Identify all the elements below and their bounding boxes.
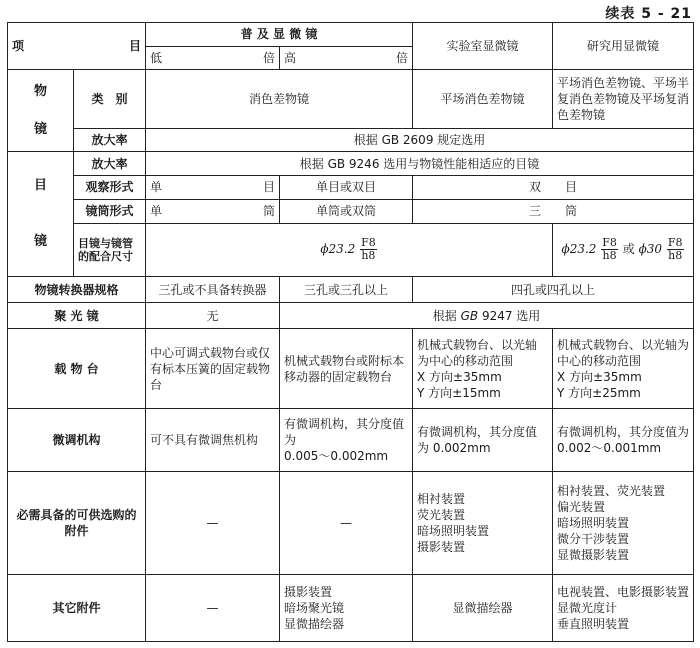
stage-low: 中心可调式载物台或仅有标本压簧的固定载物台 [146, 329, 280, 409]
condenser-low: 无 [146, 303, 280, 329]
objective-type-lab: 平场消色差物镜 [413, 70, 553, 128]
turret-low: 三孔或不具备转换器 [146, 277, 280, 303]
fit-common-fraction [360, 237, 377, 262]
objective-type-research: 平场消色差物镜、平场半复消色差物镜及平场复消色差物镜 [553, 70, 694, 128]
fit-common-num: F8 [361, 236, 376, 250]
required-low: — [146, 471, 280, 575]
fine-label: 微调机构 [8, 408, 146, 471]
condenser-rest-std: GB [460, 308, 479, 323]
required-row [8, 471, 694, 575]
condenser-rest [280, 303, 694, 329]
header-row-1 [8, 23, 694, 47]
objective-group-bottom: 镜 [33, 121, 47, 137]
header-high: 高 倍 [280, 46, 413, 70]
other-research: 电视装置、电影摄影装置 显微光度计 垂直照明装置 [553, 575, 694, 642]
objective-type-label: 类 别 [74, 70, 146, 128]
required-high: — [280, 471, 413, 575]
eyepiece-fit-common [146, 223, 553, 277]
condenser-row [8, 303, 694, 329]
eyepiece-obs-label: 观察形式 [74, 176, 146, 200]
required-label: 必需具备的可供选购的附件 [8, 471, 146, 575]
objective-type-row [8, 70, 694, 128]
header-common: 普 及 显 微 镜 [146, 23, 413, 47]
stage-label: 载 物 台 [8, 329, 146, 409]
microscope-spec-table [7, 22, 694, 642]
fit-common-diameter: ϕ23.2 [320, 242, 356, 257]
fit-research-fraction-1 [601, 237, 618, 262]
fit-research-diameter: ϕ23.2 [561, 242, 597, 257]
eyepiece-fit-research [553, 223, 694, 277]
fit-common-den: h8 [361, 249, 376, 263]
header-research: 研究用显微镜 [553, 23, 694, 70]
eyepiece-tube-low: 单 筒 [146, 199, 280, 223]
stage-high: 机械式载物台或附标本移动器的固定载物台 [280, 329, 413, 409]
objective-mag-label: 放大率 [74, 128, 146, 152]
eyepiece-mag-row [8, 152, 694, 176]
eyepiece-group-label [8, 152, 74, 277]
stage-row [8, 329, 694, 409]
fit-research-alt-diameter: ϕ30 [638, 242, 663, 257]
fit-research-fraction-2 [667, 237, 684, 262]
eyepiece-obs-row [8, 176, 694, 200]
header-item: 项 目 [8, 23, 146, 70]
other-high: 摄影装置 暗场聚光镜 显微描绘器 [280, 575, 413, 642]
other-lab: 显微描绘器 [413, 575, 553, 642]
header-lab: 实验室显微镜 [413, 23, 553, 70]
eyepiece-obs-high: 单目或双目 [280, 176, 413, 200]
eyepiece-mag-value: 根据 GB 9246 选用与物镜性能相适应的目镜 [146, 152, 694, 176]
condenser-label: 聚 光 镜 [8, 303, 146, 329]
fit-research-num-1: F8 [602, 236, 617, 250]
stage-research: 机械式载物台、以光轴为中心的移动范围 X 方向±35mm Y 方向±25mm [553, 329, 694, 409]
fit-research-or: 或 [622, 242, 635, 257]
required-lab: 相衬装置 荧光装置 暗场照明装置 摄影装置 [413, 471, 553, 575]
turret-label: 物镜转换器规格 [8, 277, 146, 303]
header-low: 低 倍 [146, 46, 280, 70]
other-low: — [146, 575, 280, 642]
fit-research-den-2: h8 [668, 249, 683, 263]
condenser-rest-pre: 根据 [432, 308, 457, 323]
required-research: 相衬装置、荧光装置 偏光装置 暗场照明装置 微分干涉装置 显微摄影装置 [553, 471, 694, 575]
other-label: 其它附件 [8, 575, 146, 642]
stage-lab: 机械式载物台、以光轴为中心的移动范围 X 方向±35mm Y 方向±15mm [413, 329, 553, 409]
fine-high: 有微调机构，其分度值为 0.005～0.002mm [280, 408, 413, 471]
fine-research: 有微调机构，其分度值为 0.002～0.001mm [553, 408, 694, 471]
eyepiece-group-top: 目 [33, 178, 47, 194]
eyepiece-fit-label: 目镜与镜管的配合尺寸 [74, 223, 146, 277]
fine-row [8, 408, 694, 471]
objective-type-common: 消色差物镜 [146, 70, 413, 128]
turret-rest: 四孔或四孔以上 [413, 277, 694, 303]
objective-group-label [8, 70, 74, 152]
objective-group-top: 物 [33, 83, 47, 99]
turret-high: 三孔或三孔以上 [280, 277, 413, 303]
objective-mag-row [8, 128, 694, 152]
eyepiece-obs-low: 单 目 [146, 176, 280, 200]
eyepiece-tube-label: 镜筒形式 [74, 199, 146, 223]
other-row [8, 575, 694, 642]
fine-lab: 有微调机构，其分度值为 0.002mm [413, 408, 553, 471]
eyepiece-group-bottom: 镜 [33, 234, 47, 250]
fine-low: 可不具有微调焦机构 [146, 408, 280, 471]
eyepiece-tube-rest: 三 筒 [413, 199, 694, 223]
eyepiece-tube-row [8, 199, 694, 223]
turret-row [8, 277, 694, 303]
fit-research-num-2: F8 [667, 236, 683, 250]
eyepiece-fit-row [8, 223, 694, 277]
fit-research-den-1: h8 [602, 249, 617, 263]
eyepiece-tube-high: 单筒或双筒 [280, 199, 413, 223]
objective-mag-value: 根据 GB 2609 规定选用 [146, 128, 694, 152]
eyepiece-mag-label: 放大率 [74, 152, 146, 176]
table-caption: 续表 5 - 21 [605, 6, 692, 22]
eyepiece-obs-rest: 双 目 [413, 176, 694, 200]
condenser-rest-post: 9247 选用 [481, 308, 541, 323]
